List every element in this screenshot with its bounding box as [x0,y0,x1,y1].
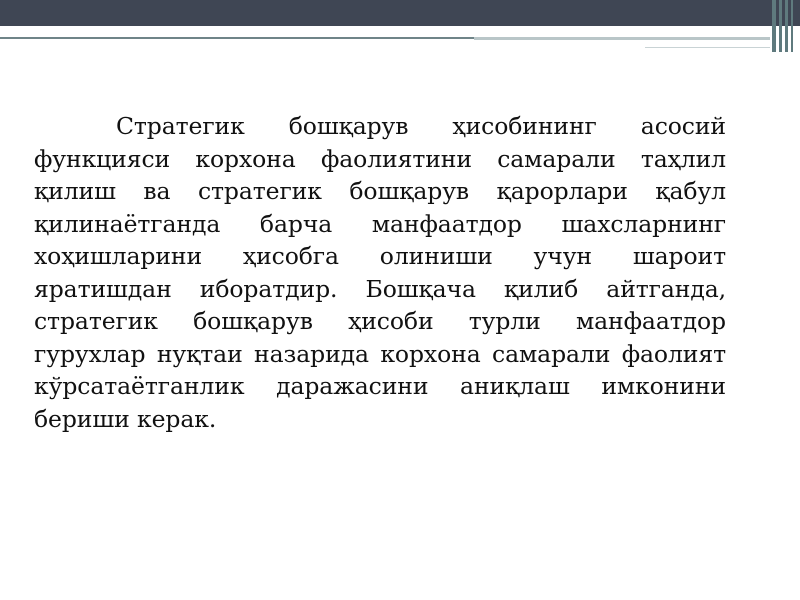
header-divider-line [0,37,474,39]
accent-stripe [772,0,776,52]
slide-accent-stripes [770,0,800,52]
slide-body-paragraph: Стратегик бошқарув ҳисобининг асосий функцияси корхона фаолиятини самарали таҳлил қилиш ва стратегик бошқарув қарорлари қабул қилинаётганда барча манфаатдор шахсларнинг хоҳишларини ҳисобга олиниши учун шароит яратишдан иборатдир. Бошқача қилиб айтганда, стратегик бошқарув ҳисоби турли манфаатдор гурухлар нуқтаи назарида корхона самарали фаолият кўрсатаётганлик даражасини аниқлаш имконини бериши керак. [34,112,726,433]
slide-header-bar [0,0,800,26]
accent-stripe [791,0,793,52]
header-divider-line-light [474,37,770,40]
header-divider-line-thin [645,47,770,48]
accent-stripe [785,0,788,52]
accent-stripe [779,0,782,52]
